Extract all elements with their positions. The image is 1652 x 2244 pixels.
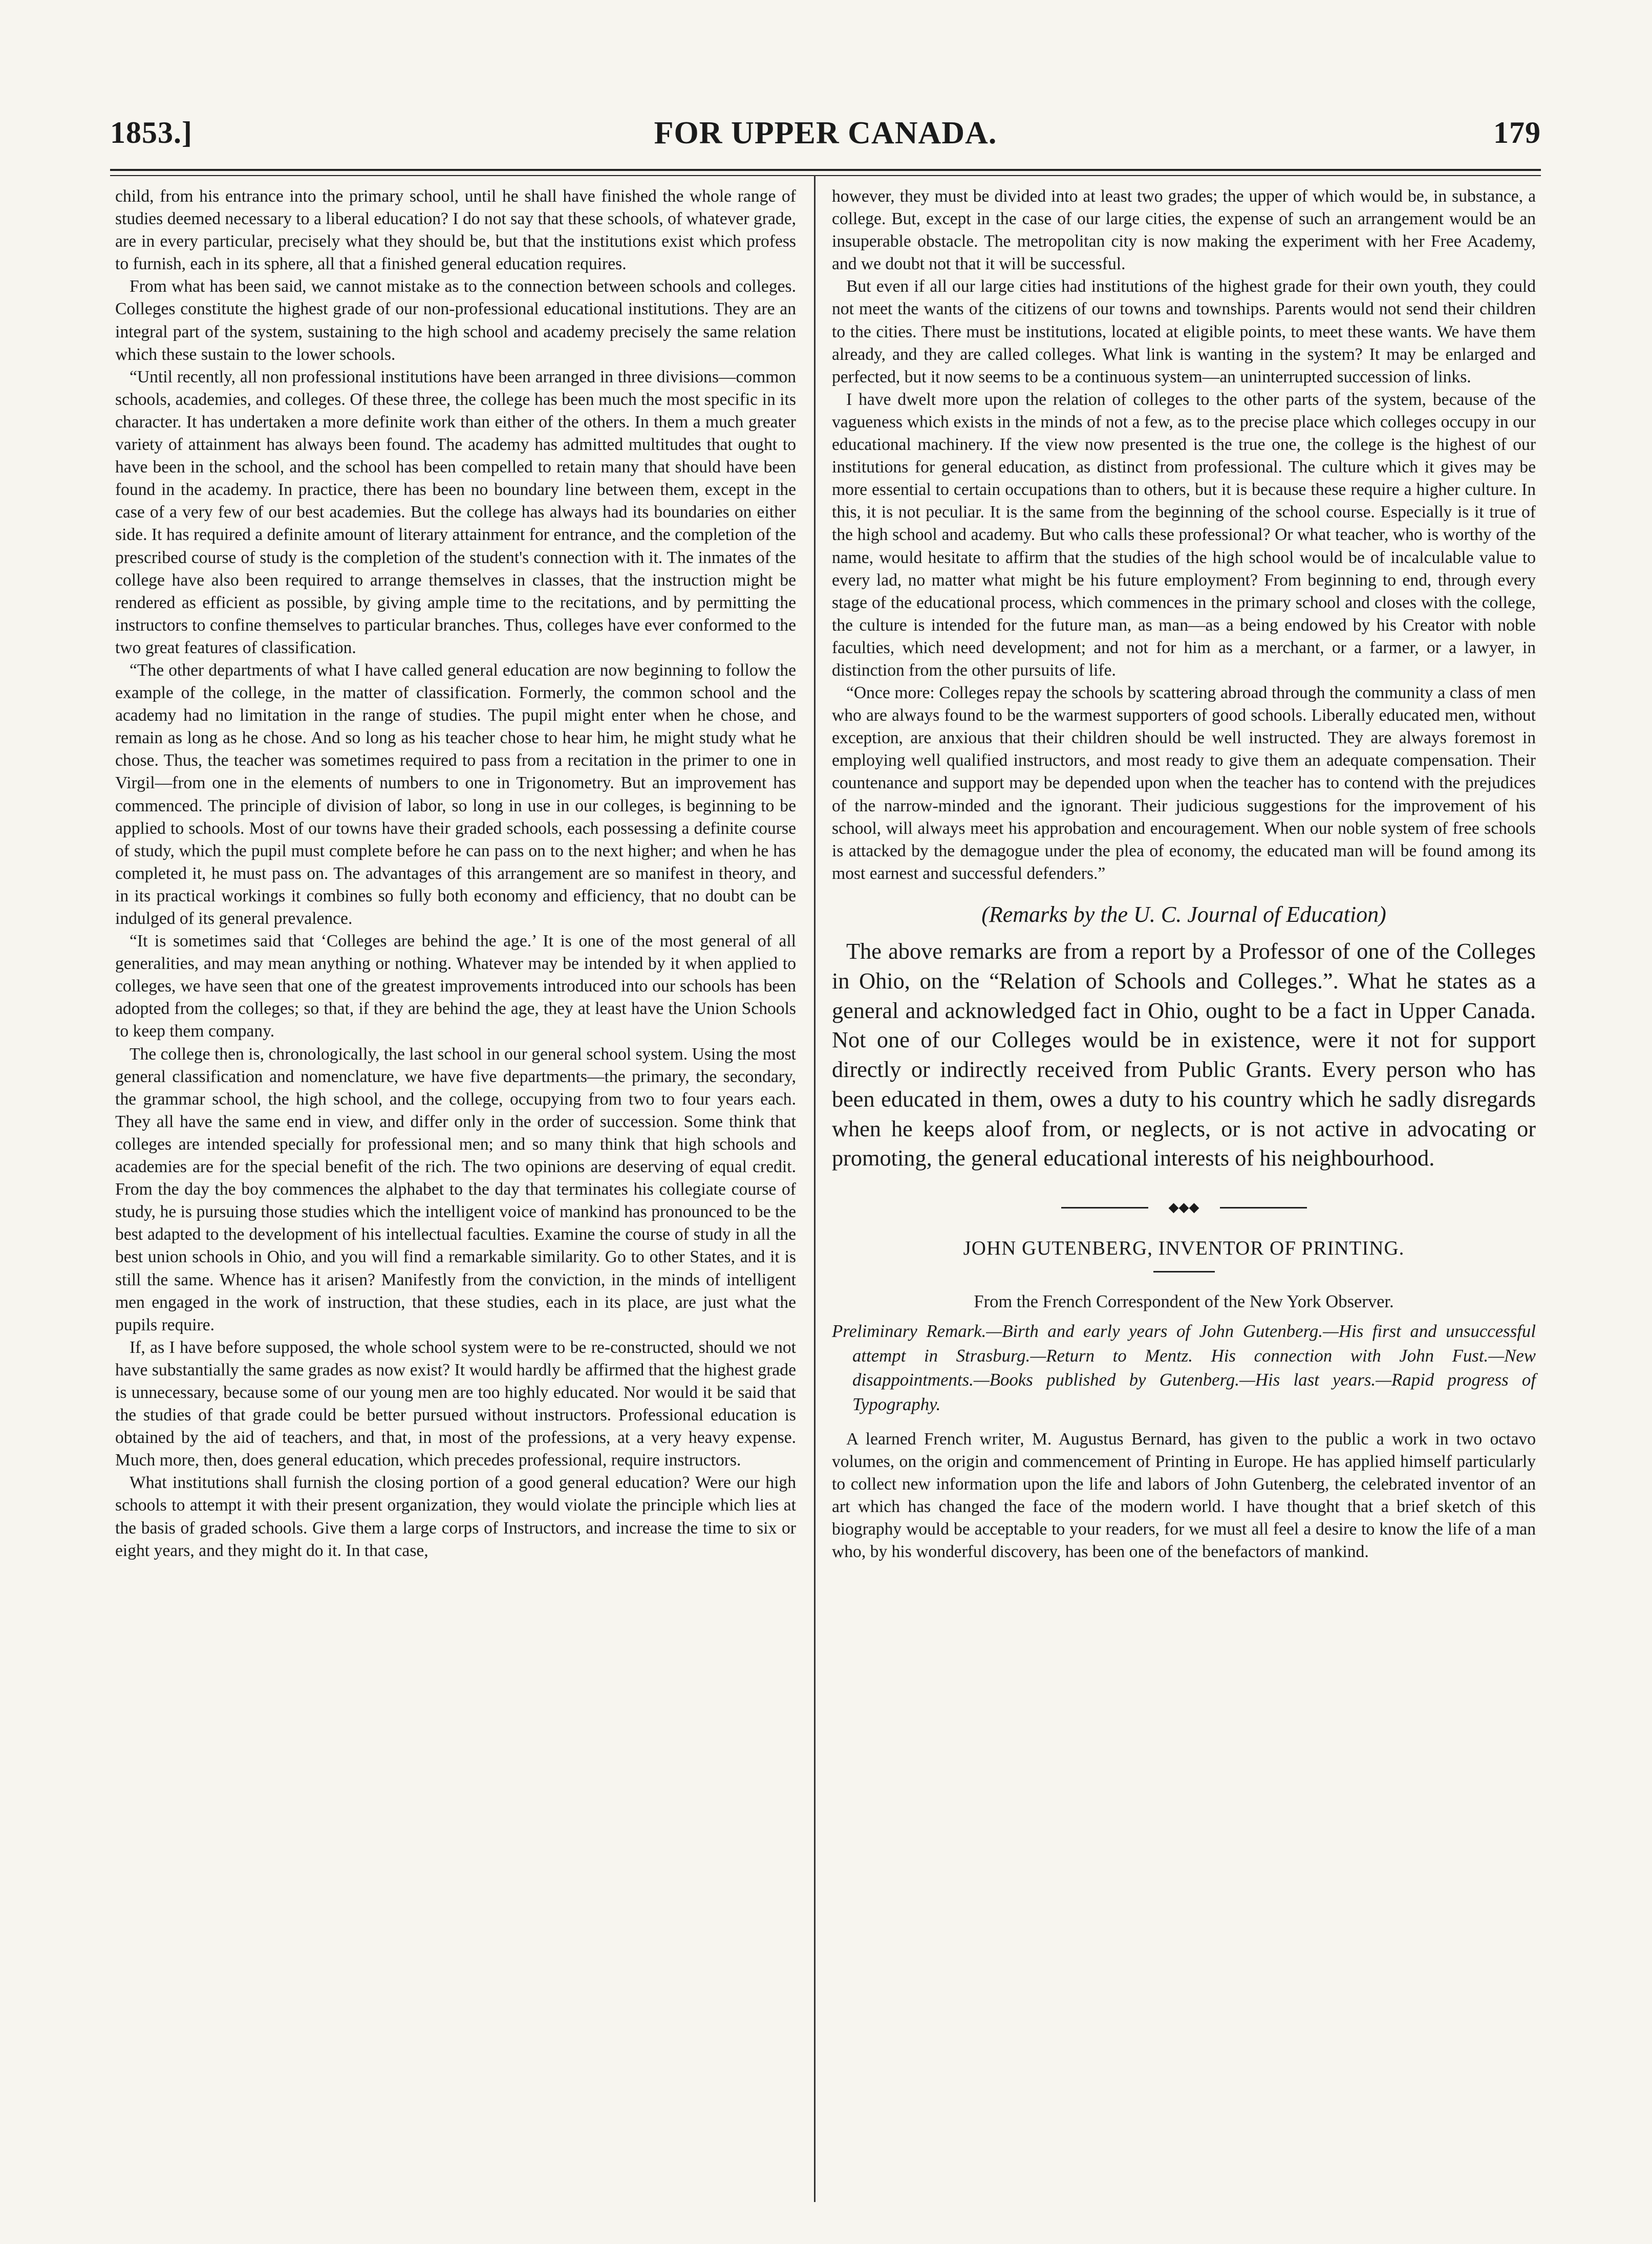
- column-divider: [814, 175, 816, 2202]
- ornament-line-right: [1220, 1207, 1307, 1209]
- paragraph: however, they must be divided into at least two grades; the upper of which would be, in substance, a college. But, except in the case of our large cities, the expense of such an arrangement would be an insuperable obstacle. The metropolitan city is now making the experiment with her Free Academy, and we doubt not that it will be successful.: [832, 187, 1536, 274]
- running-title: FOR UPPER CANADA.: [654, 116, 997, 150]
- paragraph: If, as I have before supposed, the whole school system were to be re-constructed, should we not have substantially the same grades as now exist? It would hardly be affirmed that the highest grade is unnecessary, because some of our young men are too highly educated. Nor would it be said that the studies of that grade could be better pursued without instructors. Professional education is obtained by the aid of teachers, and that, in most of the professions, at a very heavy expense. Much more, then, does general education, which precedes professional, require instructors.: [115, 1337, 796, 1470]
- paragraph: What institutions shall furnish the closing portion of a good general education? Were our high schools to attempt it with their present organization, they would violate the principle which lies at the basis of graded schools. Give them a large corps of Instructors, and increase the time to six or eight years, and they might do it. In that case,: [115, 1473, 796, 1560]
- left-column: [115, 185, 796, 1562]
- header-year: 1853.]: [110, 116, 192, 149]
- ornament-diamonds: ◆◆◆: [1168, 1200, 1199, 1215]
- paragraph: A learned French writer, M. Augustus Bernard, has given to the public a work in two octavo volumes, on the origin and commencement of Printing in Europe. He has applied himself particularly to collect new information upon the life and labors of John Gutenberg, the celebrated inventor of an art which has changed the face of the modern world. I have thought that a brief sketch of this biography would be acceptable to your readers, for we must all feel a desire to know the life of a man who, by his wonderful discovery, has been one of the benefactors of mankind.: [832, 1429, 1536, 1562]
- ornament-line-left: [1061, 1207, 1148, 1209]
- paragraph: “The other departments of what I have called general education are now beginning to follow the example of the college, in the matter of classification. Formerly, the common school and the academy had no limitation in the range of studies. The pupil might enter when he chose, and remain as long as he chose. And so long as his teacher chose to hear him, he might study what he chose. Thus, the teacher was sometimes required to pass from a recitation in the primer to one in Virgil—from one in the elements of numbers to one in Trigonometry. But an improvement has commenced. The principle of division of labor, so long in use in our colleges, is beginning to be applied to schools. Most of our towns have their graded schools, each possessing a definite course of study, which the pupil must complete before he can pass on to the next higher; and when he has completed it, he must pass on. The advantages of this arrangement are so manifest in theory, and in its practical workings it combines so fully both economy and efficiency, that no doubt can be indulged of its general prevalence.: [115, 660, 796, 928]
- page-header: [110, 115, 1541, 164]
- right-column: [832, 185, 1536, 1563]
- page-number: 179: [1493, 116, 1541, 149]
- remarks-heading: (Remarks by the U. C. Journal of Education): [981, 901, 1386, 927]
- header-rule: [110, 169, 1541, 171]
- paragraph: “Until recently, all non professional institutions have been arranged in three divisions—common schools, academies, and colleges. Of these three, the college has been much the most specific in its character. It has undertaken a more definite work than either of the others. In them a much greater variety of attainment has always been found. The academy has admitted multitudes that ought to have been in the school, and the school has been compelled to retain many that should have been found in the academy. In practice, there has been no boundary line between them, except in the case of a very few of our best academies. But the college has always had its boundaries on either side. It has required a definite amount of literary attainment for entrance, and the completion of the prescribed course of study is the completion of the student's connection with it. The inmates of the college have also been required to arrange themselves in classes, that the instruction might be rendered as efficient as possible, by giving ample time to the recitations, and by permitting the instructors to confine themselves to particular branches. Thus, colleges have ever conformed to the two great features of classification.: [115, 367, 796, 657]
- paragraph: child, from his entrance into the primary school, until he shall have finished the whole range of studies deemed necessary to a liberal education? I do not say that these schools, of whatever grade, are in every particular, precisely what they should be, but that the institutions exist which profess to furnish, each in its sphere, all that a finished general education requires.: [115, 187, 796, 274]
- paragraph: “It is sometimes said that ‘Colleges are behind the age.’ It is one of the most general of all generalities, and may mean anything or nothing. Whatever may be intended by it when applied to colleges, we have seen that one of the greatest improvements introduced into our schools has been adopted from the colleges; so that, if they are behind the age, they at least have the Union Schools to keep them company.: [115, 932, 796, 1041]
- article-title: JOHN GUTENBERG, INVENTOR OF PRINTING.: [963, 1237, 1405, 1260]
- preliminary-remark: Preliminary Remark.—Birth and early years of John Gutenberg.—His first and unsuccessful attempt in Strasburg.—Return to Mentz. His connection with John Fust.—New disappointments.—Books published by Gutenberg.—His last years.—Rapid progress of Typography.: [832, 1321, 1536, 1415]
- title-rule: [1153, 1271, 1215, 1272]
- header-rule-thin: [110, 175, 1541, 176]
- paragraph: From what has been said, we cannot mistake as to the connection between schools and colleges. Colleges constitute the highest grade of our non-professional educational institutions. They are an integral part of the system, sustaining to the high school and academy precisely the same relation which these sustain to the lower schools.: [115, 277, 796, 364]
- source-line: From the French Correspondent of the New York Observer.: [974, 1292, 1394, 1312]
- paragraph: “Once more: Colleges repay the schools by scattering abroad through the community a class of men who are always found to be the warmest supporters of good schools. Liberally educated men, without exception, are anxious that their children should be well instructed. They are always foremost in employing well qualified instructors, and most ready to give them an adequate compensation. Their countenance and support may be depended upon when the teacher has to contend with the prejudices of the narrow-minded and the ignorant. Their judicious suggestions for the improvement of his school, will always meet his approbation and encouragement. When our noble system of free schools is attacked by the demagogue under the plea of economy, the educated man will be found among its most earnest and successful defenders.”: [832, 683, 1536, 883]
- paragraph: But even if all our large cities had institutions of the highest grade for their own youth, they could not meet the wants of the citizens of our towns and townships. Parents would not send their children to the cities. There must be institutions, located at eligible points, to meet these wants. We have them already, and they are called colleges. What link is wanting in the system? It may be enlarged and perfected, but it now seems to be a continuous system—an uninterrupted succession of links.: [832, 277, 1536, 386]
- paragraph: The college then is, chronologically, the last school in our general school system. Using the most general classification and nomenclature, we have five departments—the primary, the secondary, the grammar school, the high school, and the college, occupying from two to four years each. They all have the same end in view, and differ only in the order of succession. Some think that colleges are intended specially for professional men; and so many think that high schools and academies are for the special benefit of the rich. The two opinions are deserving of equal credit. From the day the boy commences the alphabet to the day that terminates his collegiate course of study, he is pursuing those studies which the intelligent voice of mankind has pronounced to be the best adapted to the development of his intellectual faculties. Examine the course of study in all the best union schools in Ohio, and you will find a remarkable similarity. Go to other States, and it is still the same. Whence has it arisen? Manifestly from the conviction, in the minds of intelligent men engaged in the work of instruction, that these studies, each in its place, are just what the pupils require.: [115, 1044, 796, 1334]
- remarks-paragraph: The above remarks are from a report by a Professor of one of the Colleges in Ohio, on the “Relation of Schools and Colleges.”. What he states as a general and acknowledged fact in Ohio, ought to be a fact in Upper Canada. Not one of our Colleges would be in existence, were it not for support directly or indirectly received from Public Grants. Every person who has been educated in them, owes a duty to his country which he sadly disregards when he keeps aloof from, or neglects, or is not active in advocating or promoting, the general educational interests of his neighbourhood.: [832, 938, 1536, 1171]
- section-ornament: [1061, 1200, 1307, 1215]
- paragraph: I have dwelt more upon the relation of colleges to the other parts of the system, because of the vagueness which exists in the minds of not a few, as to the precise place which colleges occupy in our educational machinery. If the view now presented is the true one, the college is the highest of our institutions for general education, as distinct from professional. The culture which it gives may be more essential to certain occupations than to others, but it is because these require a higher culture. In this, it is not peculiar. It is the same from the beginning of the school course. Especially is it true of the high school and academy. But who calls these professional? Or what teacher, who is worthy of the name, would hesitate to affirm that the studies of the high school would be of incalculable value to every lad, no matter what might be his future employment? From beginning to end, through every stage of the educational process, which commences in the primary school and closes with the college, the culture is intended for the future man, as man—as a being endowed by his Creator with noble faculties, which need development; and not for him as a merchant, or a farmer, or a lawyer, in distinction from the other pursuits of life.: [832, 390, 1536, 680]
